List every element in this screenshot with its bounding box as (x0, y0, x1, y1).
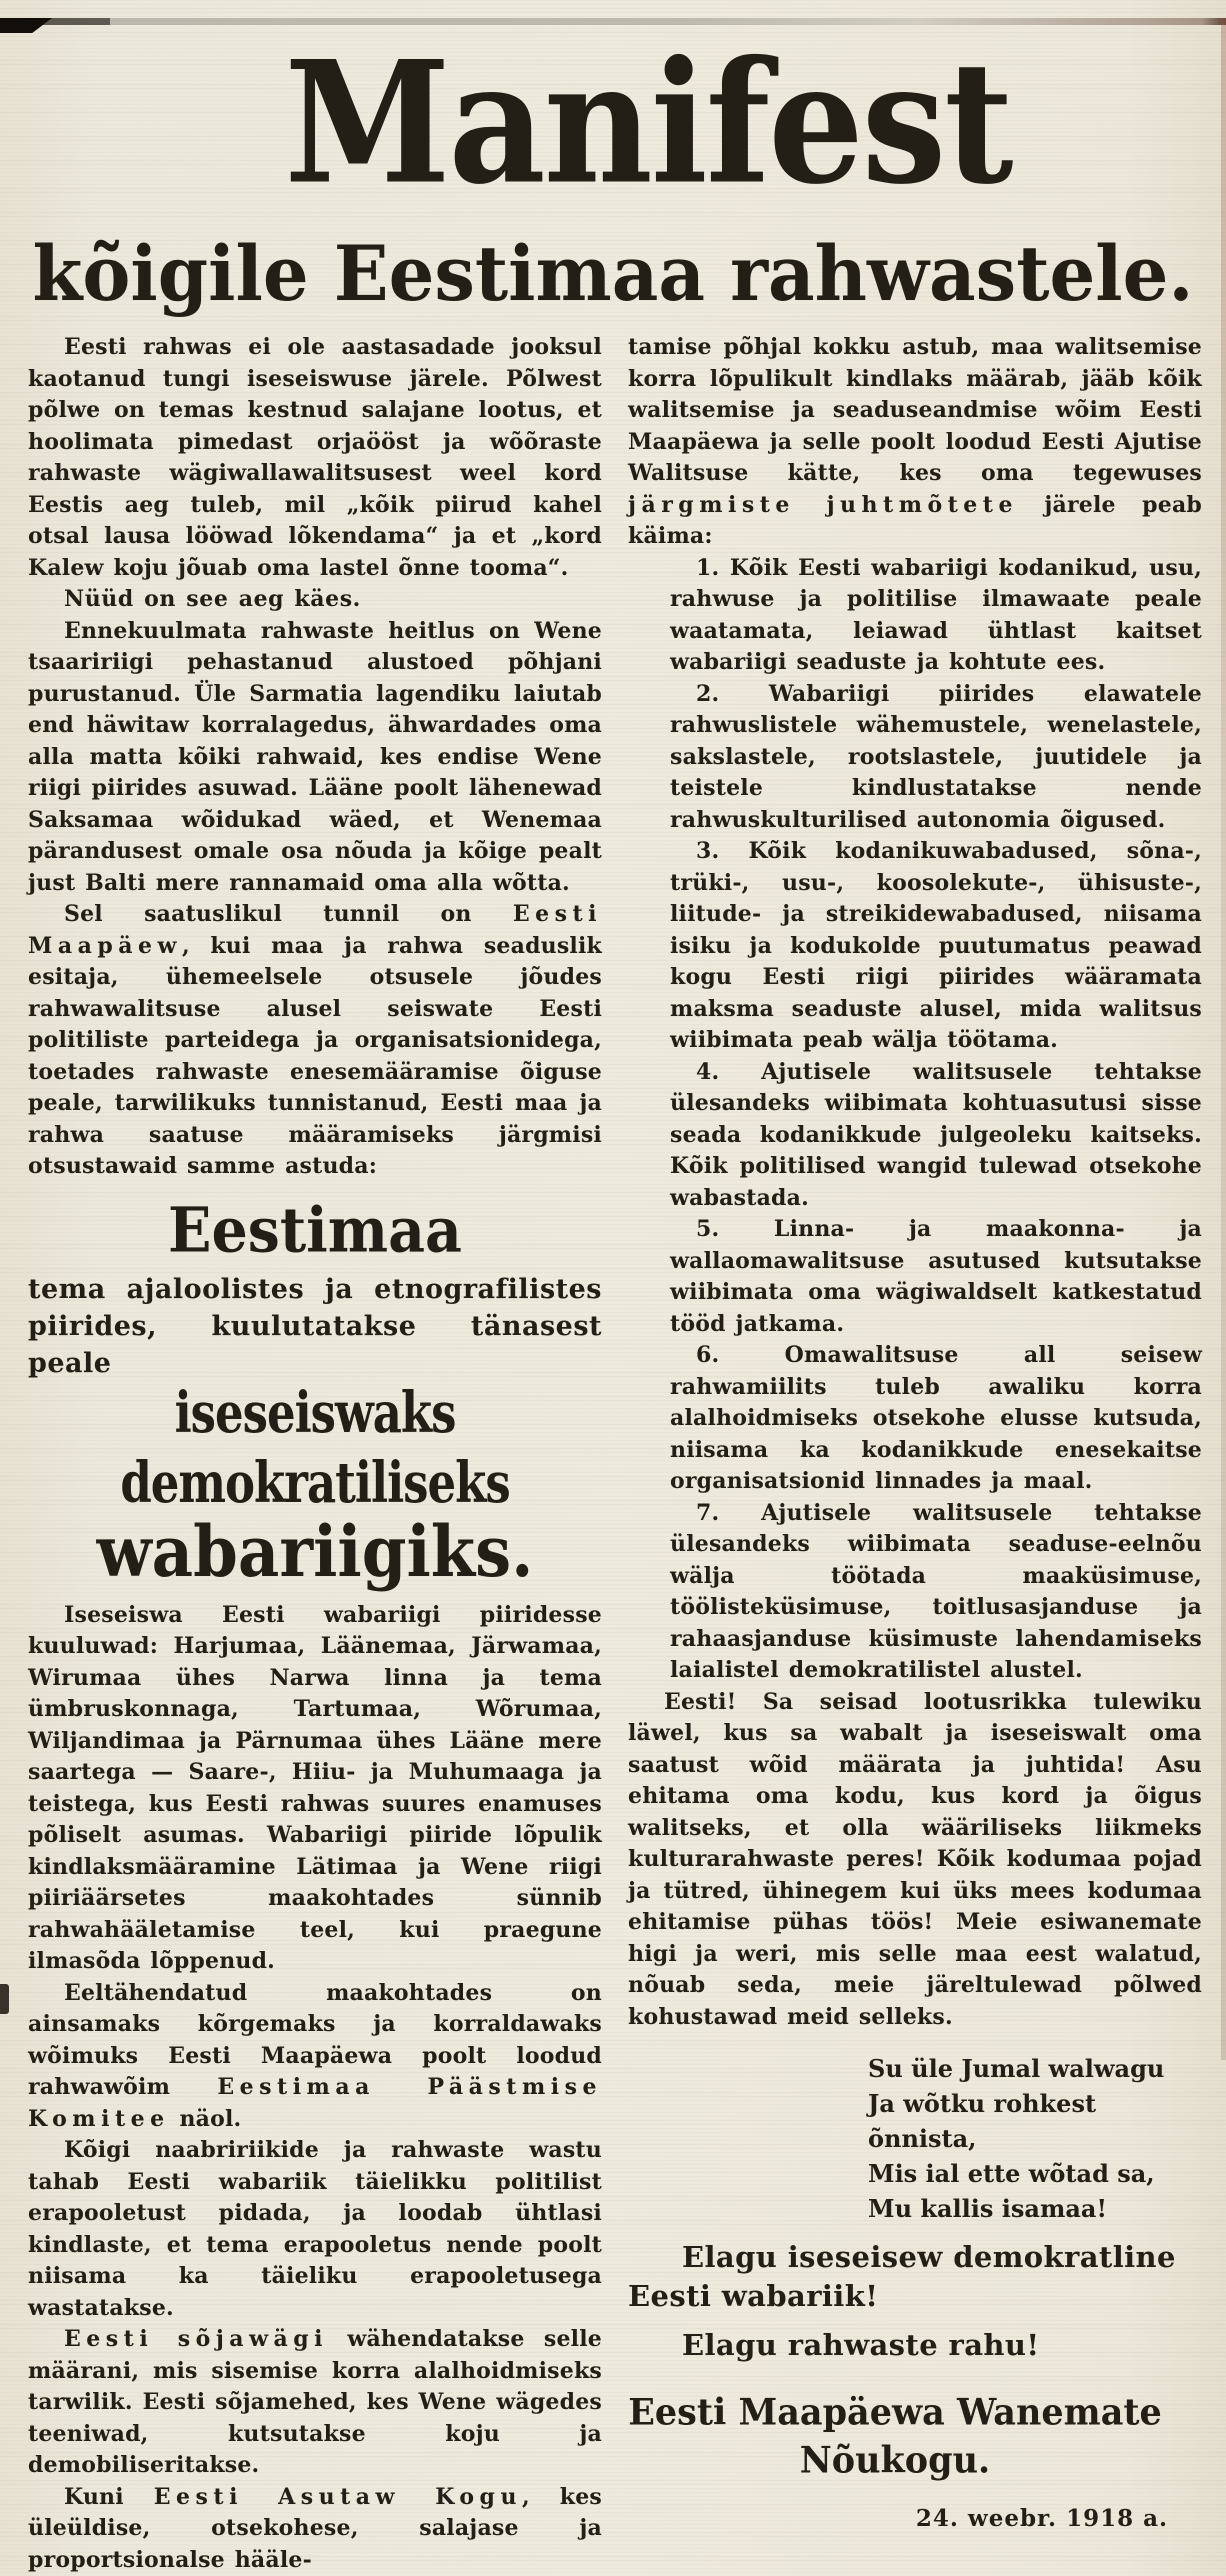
date-line: 24. weebr. 1918 a. (628, 2505, 1202, 2532)
paragraph: Kõigi naabririikide ja rahwaste wastu tahab Eesti wabariik täielikku politilist erapooletust pidada, ja loodab ühtlasi kindlaste, et tema erapooletus nende poolt niisama ka täieliku erapooletusega wastatakse. (28, 2135, 602, 2324)
paragraph: 4. Ajutisele walitsusele tehtakse ülesandeks wiibimata kohtuasutusi sisse seada kodanikkude julgeoleku kaitseks. Kõik politilised wangid tulewad otsekohe wabastada. (628, 1057, 1202, 1215)
document-title: Manifest (70, 18, 1226, 229)
paragraph: 3. Kõik kodanikuwabadused, sõna-, trüki-, usu-, koosolekute-, ühisuste-, liitude- ja streikidewabadused, niisama isiku ja kodukolde puutumatus peawad kogu Eesti riigi piirides wääramata maksma seaduste alusel, mida walitsus wiibimata peab wälja töötama. (628, 836, 1202, 1057)
paragraph: 2. Wabariigi piirides elawatele rahwuslistele wähemustele, wenelastele, sakslastele, rootslastele, juutidele ja teistele kindlustatakse nende rahwuskulturilised autonomia õigused. (628, 679, 1202, 837)
document-subtitle: kõigile Eestimaa rahwastele. (0, 220, 1226, 327)
manifest-document-page (0, 18, 1226, 2060)
verse-line: Su üle Jumal walwagu (868, 2051, 1202, 2086)
paragraph: 5. Linna- ja maakonna- ja wallaomawalitsuse asutused kutsutakse wiibimata oma wägiwaldselt katkestatud tööd jatkama. (628, 1214, 1202, 1340)
slogan-line: Elagu rahwaste rahu! (628, 2326, 1202, 2365)
verse-line: Ja wõtku rohkest õnnista, (868, 2086, 1202, 2156)
verse-line: Mu kallis isamaa! (868, 2191, 1202, 2226)
paragraph: 6. Omawalitsuse all seisew rahwamiilits tuleb awaliku korra alalhoidmiseks otsekohe elusse kutsuda, niisama ka kodanikkude enesekaitse organisatsionid linnades ja maal. (628, 1340, 1202, 1498)
right-column (628, 332, 1202, 2576)
paragraph: Eesti sõjawägi wähendatakse selle määrani, mis sisemise korra alalhoidmiseks tarwilik. Eesti sõjamehed, kes Wene wägedes teeniwad, kutsutakse koju ja demobiliseritakse. (28, 2324, 602, 2482)
body-columns (0, 326, 1226, 2576)
paragraph: Eesti! Sa seisad lootusrikka tulewiku läwel, kus sa wabalt ja iseseiswalt oma saatust wõid määrata ja juhtida! Asu ehitama oma kodu, kus kord ja õigus walitseks, et olla wääriliseks liikmeks kulturarahwaste peres! Kõik kodumaa pojad ja tütred, ühinegem kui üks mees kodumaa ehitamise pühas töös! Meie esiwanemate higi ja weri, mis selle maa eest walatud, nõuab seda, meie järeltulewad põlwed kohustawad meid selleks. (628, 1687, 1202, 2034)
slogans (628, 2238, 1202, 2365)
paragraph: Nüüd on see aeg käes. (28, 584, 602, 616)
proclamation-line-independent: iseseiswaks demokratiliseks (28, 1378, 602, 1518)
left-column (28, 332, 602, 2576)
proclamation-line-eestimaa: Eestimaa (28, 1196, 602, 1265)
signature: Eesti Maapäewa Wanemate Nõukogu. (628, 2389, 1162, 2486)
left-column-top-paragraphs (28, 332, 602, 1183)
verse-line: Mis ial ette wõtad sa, (868, 2156, 1202, 2191)
paragraph: Eeltähendatud maakohtades on ainsamaks kõrgemaks ja korraldawaks wõimuks Eesti Maapäewa poolt loodud rahwawõim Eestimaa Päästmise Komitee näol. (28, 1978, 602, 2136)
scan-edge-mark-left (0, 1984, 9, 2014)
proclamation-line-borders: tema ajaloolistes ja etnografilistes piirides, kuulutatakse tänasest peale (28, 1271, 602, 1382)
blessing-verse (868, 2051, 1202, 2226)
proclamation-line-republic: wabariigiks. (28, 1514, 602, 1591)
paragraph: 1. Kõik Eesti wabariigi kodanikud, usu, rahwuse ja politilise ilmawaate peale waatamata, leiawad ühtlast kaitset wabariigi seaduste ja kohtute ees. (628, 553, 1202, 679)
right-column-paragraphs (628, 332, 1202, 2033)
paragraph: Ennekuulmata rahwaste heitlus on Wene tsaaririigi pehastanud alustoed põhjani purustanud. Üle Sarmatia lagendiku laiutab end häwitaw korralagedus, ähwardades oma alla matta kõiki rahwaid, kes endise Wene riigi piirides asuwad. Lääne poolt lähenewad Saksamaa wõidukad wäed, et Wenemaa pärandusest omale osa nõuda ja kõige pealt just Balti mere rannamaid oma alla wõtta. (28, 616, 602, 900)
masthead (0, 18, 1226, 322)
paragraph: Iseseiswa Eesti wabariigi piiridesse kuuluwad: Harjumaa, Läänemaa, Järwamaa, Wirumaa ühes Narwa linna ja tema ümbruskonnaga, Tartumaa, Wõrumaa, Wiljandimaa ja Pärnumaa ühes Lääne mere saartega — Saare-, Hiiu- ja Muhumaaga ja teistega, kus Eesti rahwas suures enamuses põliselt asumas. Wabariigi piiride lõpulik kindlaksmääramine Lätimaa ja Wene riigi piiriäärsetes maakohtades sünnib rahwahääletamise teel, kui praegune ilmasõda lõppenud. (28, 1600, 602, 1978)
paragraph: Eesti rahwas ei ole aastasadade jooksul kaotanud tungi iseseiswuse järele. Põlwest põlwe on temas kestnud salajane lootus, et hoolimata pimedast orjaööst ja wõõraste rahwaste wägiwallawalitsusest weel kord Eestis aeg tuleb, mil „kõik piirud kahel otsal lausa lööwad lõkendama“ ja et „kord Kalew koju jõuab oma lastel õnne tooma“. (28, 332, 602, 584)
paragraph: 7. Ajutisele walitsusele tehtakse ülesandeks wiibimata seaduse-eelnõu wälja töötada maaküsimuse, töölisteküsimuse, toitlusasjanduse ja rahaasjanduse küsimuste lahendamiseks laialistel demokratilistel alustel. (628, 1498, 1202, 1687)
proclamation-heading (28, 1199, 602, 1588)
paragraph: Kuni Eesti Asutaw Kogu, kes üleüldise, otsekohese, salajase ja proportsionalse hääle- (28, 2482, 602, 2576)
left-column-bottom-paragraphs (28, 1600, 602, 2576)
slogan-line: Elagu iseseisew demokratline Eesti wabariik! (628, 2238, 1202, 2316)
paragraph: Sel saatuslikul tunnil on Eesti Maapäew, kui maa ja rahwa seaduslik esitaja, ühemeelsele otsusele jõudes rahwawalitsuse alusel seiswate Eesti politiliste parteidega ja organisatsionidega, toetades rahwaste enesemääramise õiguse peale, tarwilikuks tunnistanud, Eesti maa ja rahwa saatuse määramiseks järgmisi otsustawaid samme astuda: (28, 899, 602, 1183)
paragraph: tamise põhjal kokku astub, maa walitsemise korra lõpulikult kindlaks määrab, jääb kõik walitsemise ja seaduseandmise wõim Eesti Maapäewa ja selle poolt loodud Eesti Ajutise Walitsuse kätte, kes oma tegewuses järgmiste juhtmõtete järele peab käima: (628, 332, 1202, 553)
